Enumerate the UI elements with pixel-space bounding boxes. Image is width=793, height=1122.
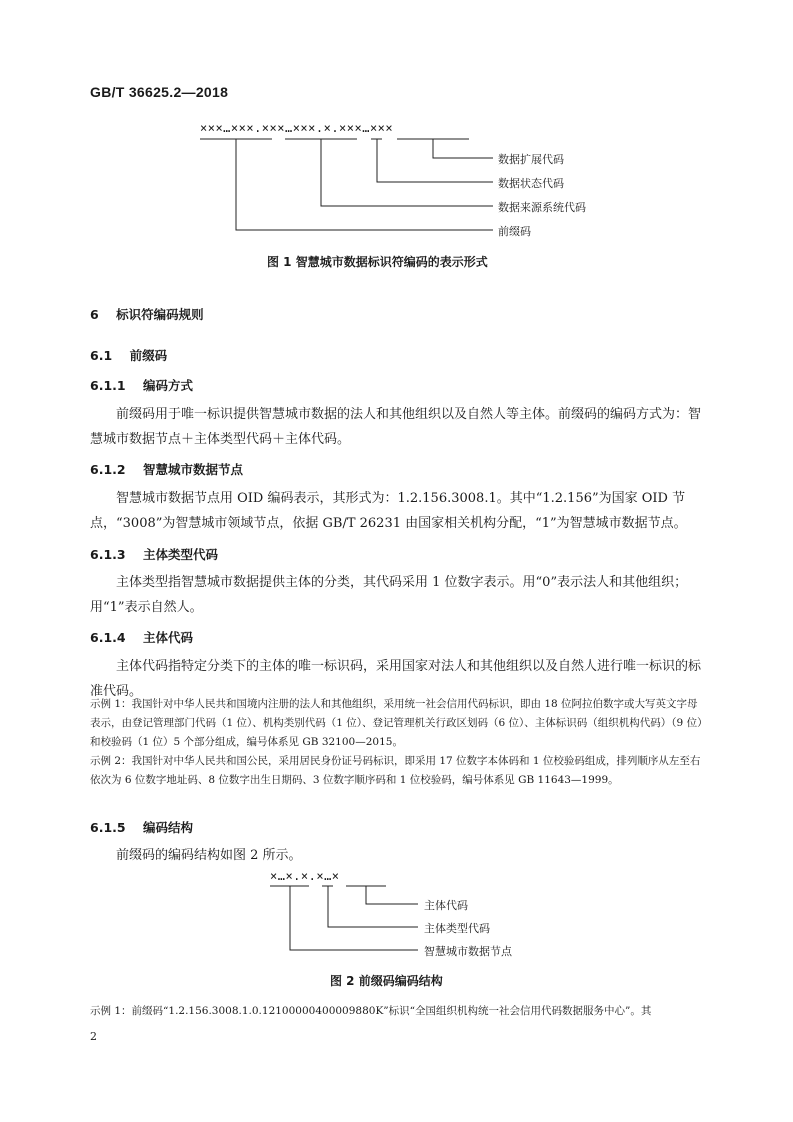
section-number: 6 (90, 307, 99, 322)
figure1-code: ×××…×××.×××…×××.×.×××…××× (200, 121, 394, 135)
section-number: 6.1.1 (90, 378, 126, 393)
section-number: 6.1 (90, 348, 113, 363)
figure2-label-subject-code: 主体代码 (424, 899, 468, 912)
figure1-label-prefix: 前缀码 (498, 225, 531, 238)
section-number: 6.1.3 (90, 547, 126, 562)
section-title: 标识符编码规则 (116, 307, 204, 322)
paragraph-6-1-4: 主体代码指特定分类下的主体的唯一标识码，采用国家对法人和其他组织以及自然人进行唯一标识的标准代码。 (90, 659, 702, 699)
section-title: 智慧城市数据节点 (143, 462, 244, 477)
figure1-label-extension: 数据扩展代码 (498, 153, 564, 166)
figure1-label-status: 数据状态代码 (498, 177, 564, 190)
bottom-example-text: 示例 1：前缀码“1.2.156.3008.1.0.12100000400009880K”标识“全国组织机构统一社会信用代码数据服务中心”。其 (90, 1005, 652, 1017)
section-title: 主体类型代码 (143, 547, 219, 562)
paragraph-6-1-5: 前缀码的编码结构如图 2 所示。 (116, 848, 302, 863)
figure2-label-subject-type: 主体类型代码 (424, 922, 490, 935)
figure2-label-data-node: 智慧城市数据节点 (424, 945, 512, 958)
paragraph-6-1-1: 前缀码用于唯一标识提供智慧城市数据的法人和其他组织以及自然人等主体。前缀码的编码方式为：智慧城市数据节点＋主体类型代码＋主体代码。 (90, 407, 702, 447)
section-number: 6.1.2 (90, 462, 126, 477)
page-number: 2 (90, 1030, 97, 1043)
standard-header: GB/T 36625.2—2018 (90, 84, 229, 100)
section-title: 编码方式 (143, 378, 194, 393)
figure1-label-source: 数据来源系统代码 (498, 201, 586, 214)
section-title: 主体代码 (143, 630, 194, 645)
example-1-text: 示例 1：我国针对中华人民共和国境内注册的法人和其他组织，采用统一社会信用代码标识，即由 18 位阿拉伯数字或大写英文字母表示，由登记管理部门代码（1 位）、机构类别代码（1 位）、登记管理机关行政区划码（6 位）、主体标识码（组织机构代码）（9 位）和校验码（1 位）5 个部分组成，编号体系见 GB 32100—2015。 (90, 698, 703, 748)
paragraph-6-1-2: 智慧城市数据节点用 OID 编码表示，其形式为：1.2.156.3008.1。其中“1.2.156”为国家 OID 节点，“3008”为智慧城市领域节点，依据 GB/T 26231 由国家相关机构分配，“1”为智慧城市数据节点。 (90, 491, 687, 531)
section-title: 编码结构 (143, 820, 194, 835)
section-number: 6.1.5 (90, 820, 126, 835)
example-2-text: 示例 2：我国针对中华人民共和国公民，采用居民身份证号码标识，即采用 17 位数字本体码和 1 位校验码组成，排列顺序从左至右依次为 6 位数字地址码、8 位数字出生日期码、3 位数字顺序码和 1 位校验码，编号体系见 GB 11643—1999。 (90, 755, 701, 786)
section-title: 前缀码 (129, 348, 168, 363)
figure2-caption: 图 2 前缀码编码结构 (330, 974, 443, 988)
figure1-caption: 图 1 智慧城市数据标识符编码的表示形式 (267, 255, 488, 269)
section-number: 6.1.4 (90, 630, 126, 645)
figure2-code: ×…×.×.×…× (270, 869, 340, 883)
paragraph-6-1-3: 主体类型指智慧城市数据提供主体的分类，其代码采用 1 位数字表示。用“0”表示法人和其他组织；用“1”表示自然人。 (90, 575, 688, 615)
